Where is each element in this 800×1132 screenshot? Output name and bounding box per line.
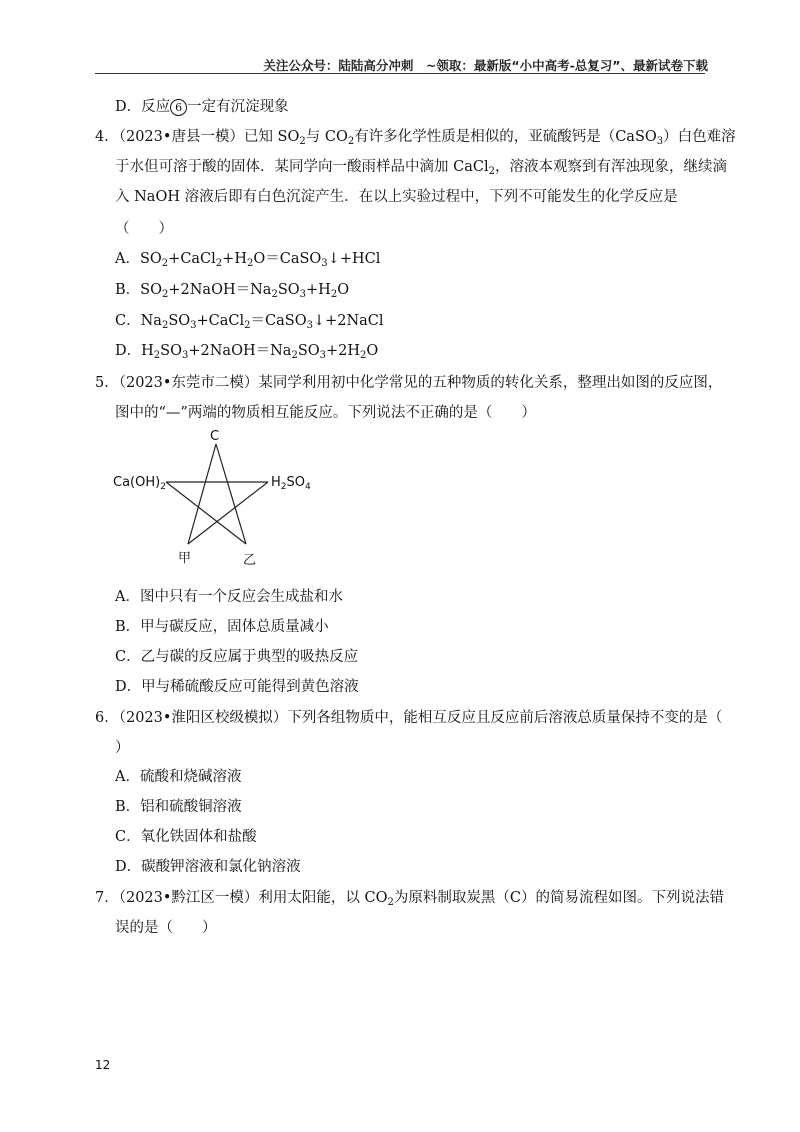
page-number: 12 [95, 1058, 111, 1072]
q4-option-c: C．$Na_2SO_3+CaCl_2=CaSO_3↓+2NaCl$ [115, 313, 384, 331]
star-line-c-yi [216, 444, 246, 544]
q5-option-b: B．甲与碳反应，固体总质量减小 [115, 619, 329, 635]
option-text-post: 一定有沉淀现象 [187, 99, 289, 115]
q4-option-a: A．$SO_2+CaCl_2+H_2O=CaSO_3↓+HCl$ [115, 251, 381, 269]
star-line-caoh2-yi [166, 482, 246, 544]
q7-stem-line-2: 误的是（ ） [115, 920, 217, 936]
q4-stem-line-3: 入 NaOH 溶液后即有白色沉淀产生．在以上实验过程中，下列不可能发生的化学反应是 [115, 189, 678, 205]
node-yi: 乙 [243, 553, 257, 568]
q5-option-a: A．图中只有一个反应会生成盐和水 [115, 589, 343, 605]
option-text-pre: 反应 [141, 99, 171, 115]
star-line-c-jia [188, 444, 216, 544]
q4-option-b: B．$SO_2+2NaOH=Na_2SO_3+H_2O$ [115, 282, 350, 300]
q5-stem-line-1: 5．（2023•东莞市二模）某同学利用初中化学常见的五种物质的转化关系，整理出如图的反应图， [95, 375, 723, 391]
reaction-star-diagram [110, 426, 330, 576]
q4-stem-line-1: 4．（2023•唐县一模）已知 $SO_2$与 $CO_2$有许多化学性质是相似的，亚硫酸钙是（CaSO$_3$）白色难溶 [95, 129, 736, 147]
q5-option-d: D．甲与稀硫酸反应可能得到黄色溶液 [115, 679, 359, 695]
q7-stem-line-1: 7．（2023•黔江区一模）利用太阳能，以 $CO_2$为原料制取炭黑（C）的简易流程如图。下列说法错 [95, 890, 724, 908]
q4-stem-line-2: 于水但可溶于酸的固体．某同学向一酸雨样品中滴加 CaCl$_2$，溶液本观察到有浑浊现象，继续滴 [115, 159, 727, 177]
page-header: 关注公众号：陆陆高分冲刺 ~领取：最新版“小中高考-总复习”、最新试卷下载 [263, 58, 708, 73]
q5-stem-line-2: 图中的“—”两端的物质相互能反应。下列说法不正确的是（ ） [115, 405, 536, 421]
node-c: C [210, 429, 220, 444]
q3-option-d [115, 98, 289, 116]
q6-option-a: A．硫酸和烧碱溶液 [115, 769, 242, 785]
q6-stem-line-2: ） [115, 740, 130, 756]
node-caoh2: $Ca(OH)_2$ [113, 475, 166, 492]
header-rule [95, 73, 705, 74]
circled-number: 6 [170, 99, 187, 116]
node-h2so4: $H_2SO_4$ [271, 475, 311, 492]
q4-option-d: D．$H_2SO_3+2NaOH=Na_2SO_3+2H_2O$ [115, 343, 379, 361]
q6-option-d: D．碳酸钾溶液和氯化钠溶液 [115, 859, 301, 875]
star-line-h2so4-jia [188, 482, 268, 544]
option-label: D． [115, 99, 142, 115]
q6-option-b: B．铝和硫酸铜溶液 [115, 799, 242, 815]
question-number: 4． [95, 129, 119, 145]
q6-stem-line-1: 6．（2023•淮阳区校级模拟）下列各组物质中，能相互反应且反应前后溶液总质量保持不变的是（ [95, 710, 723, 726]
q4-stem-line-4: （ ） [115, 221, 173, 237]
q6-option-c: C．氧化铁固体和盐酸 [115, 829, 257, 845]
q5-option-c: C．乙与碳的反应属于典型的吸热反应 [115, 649, 359, 665]
node-jia: 甲 [178, 551, 192, 566]
